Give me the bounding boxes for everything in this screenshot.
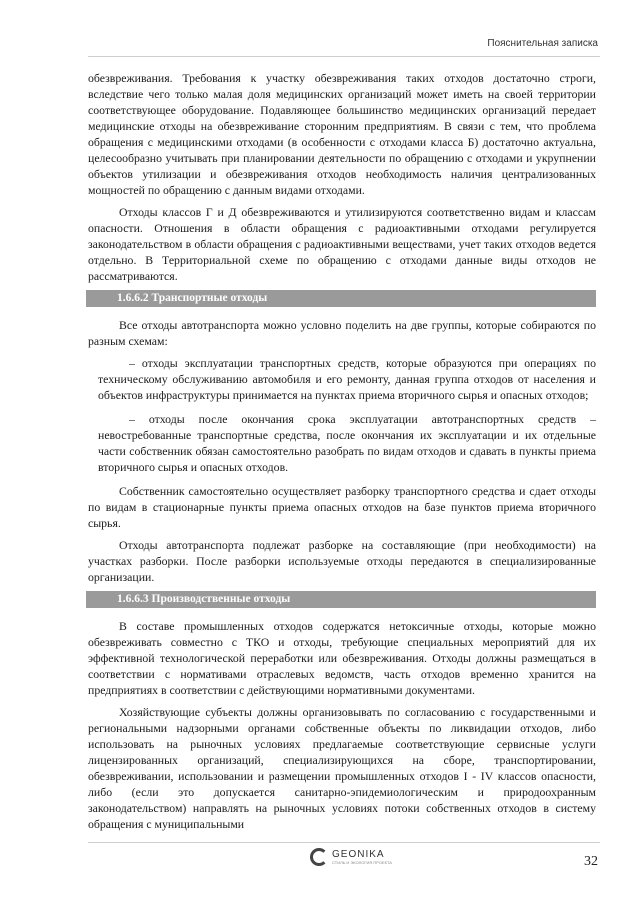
page-header-title: Пояснительная записка <box>487 38 598 49</box>
paragraph-business-entities: Хозяйствующие субъекты должны организовывать по согласованию с государственными и региональными надзорными органами собственные объекты по ликвидации отходов, либо использовать на рыночных условиях предлагаемые соответствующие сервисные услуги лицензированных организаций, специализирующихся на сборе, транспортировании, обезвреживании, использовании и размещении промышленных отходов I - IV классов опасности, либо (если это допускается санитарно-эпидемиологическим и природоохранным законодательством) направлять на рыночных условиях потоки собственных отходов в систему обращения с муниципальными <box>88 705 596 831</box>
list-item: – отходы эксплуатации транспортных средств, которые образуются при операциях по техническому обслуживанию автомобиля и его ремонту, данная группа отходов от населения и объектов инфраструктуры принимается на пунктах приема вторичного сырья и опасных отходов; <box>98 356 596 402</box>
footer-divider <box>88 842 600 843</box>
section-heading-transport: 1.6.6.2 Транспортные отходы <box>86 290 596 307</box>
paragraph-waste-classes: Отходы классов Г и Д обезвреживаются и утилизируются соответственно видам и классам опасности. Отношения в области обращения с радиоактивными отходами регулируется законодательством в области обращения с радиоактивными веществами, учет таких отходов ведется отдельно. В Территориальной схеме по обращению с отходами данные виды отходов не рассматриваются. <box>88 205 596 283</box>
logo-subtitle: СТИЛЬ И ЭКОЛОГИЯ ПРОЕКТА <box>332 860 392 865</box>
paragraph-continuation: обезвреживания. Требования к участку обезвреживания таких отходов достаточно строги, вследствие чего только малая доля медицинских организаций может иметь на своей территории соответствующее оборудование. Подавляющее большинство медицинских организаций передает медицинские отходы на обезвреживание сторонним предприятиям. В связи с тем, что проблема обращения с медицинскими отходами (в особенности с отходами класса Б) достаточно актуальна, целесообразно учитывать при планировании деятельности по обращению с отходами и укрупнении объектов утилизации и обезвреживания отходов необходимость наличия централизованных мощностей по обращению с данным видами отходами. <box>88 71 596 197</box>
paragraph-industrial-composition: В составе промышленных отходов содержатся нетоксичные отходы, которые можно обезвреживать совместно с ТКО и отходы, требующие специальных мероприятий для их эффективной технологической переработки или обезвреживания. Отходы должны размещаться в соответствии с нормативами отраслевых ведомств, часть отходов временно хранится на предприятиях в соответствии с действующими нормативными документами. <box>88 619 596 697</box>
section-heading-industrial: 1.6.6.3 Производственные отходы <box>86 591 596 608</box>
geonika-logo-icon <box>310 848 328 866</box>
paragraph-transport-disassembly: Отходы автотранспорта подлежат разборке на составляющие (при необходимости) на участках разборки. После разборки используемые отходы передаются в специализированные организации. <box>88 538 596 584</box>
paragraph-transport-intro: Все отходы автотранспорта можно условно поделить на две группы, которые собираются по разным схемам: <box>88 318 596 348</box>
list-item: – отходы после окончания срока эксплуатации автотранспортных средств – невостребованные транспортные средства, после окончания их эксплуатации и их отдельные части собственник обязан самостоятельно разобрать по видам отходов и сдавать в пункты приема вторичного сырья и опасных отходов. <box>98 412 596 474</box>
page-number: 32 <box>584 854 598 869</box>
company-logo <box>310 848 392 866</box>
logo-name: GEONIKA <box>332 849 385 860</box>
header-divider <box>88 56 600 57</box>
document-body <box>88 70 596 838</box>
paragraph-owner-disassembly: Собственник самостоятельно осуществляет разборку транспортного средства и сдает отходы по видам в стационарные пункты приема опасных отходов на базе пунктов приема вторичного сырья. <box>88 484 596 530</box>
